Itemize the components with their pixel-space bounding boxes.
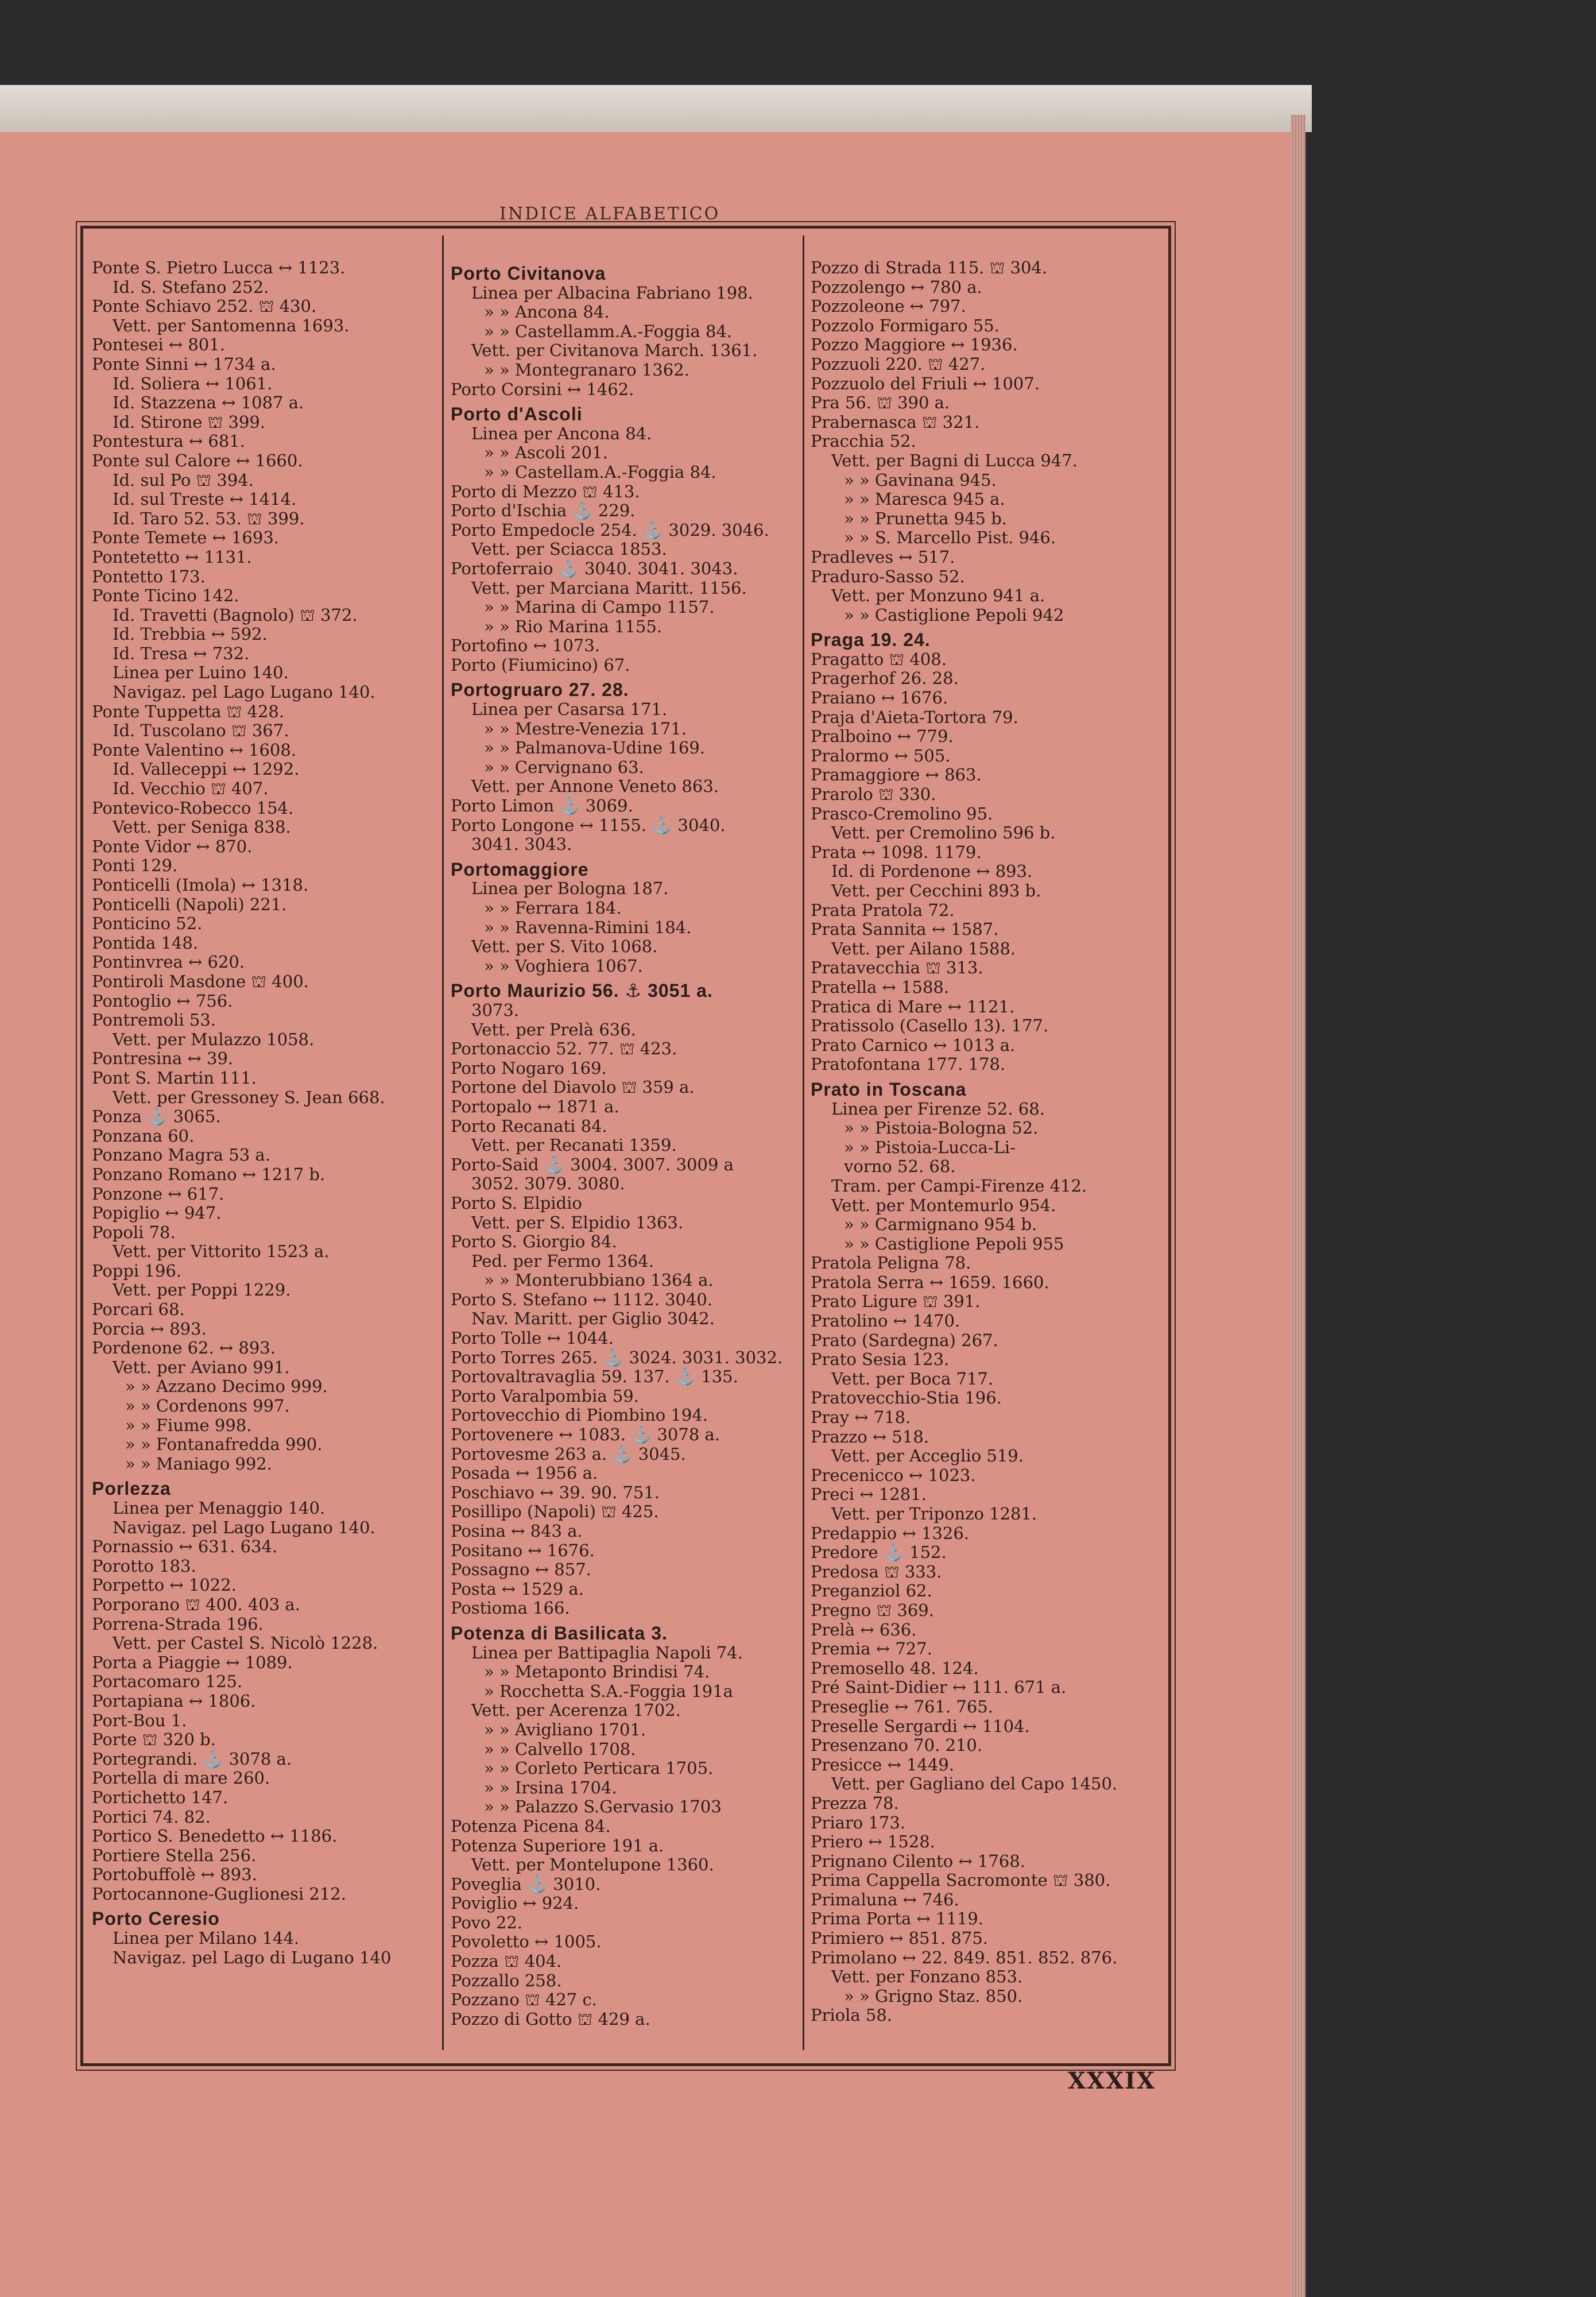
index-entry: Primolano ↔ 22. 849. 851. 852. 876.: [811, 1947, 1118, 1967]
index-entry: Portopalo ↔ 1871 a.: [451, 1096, 619, 1116]
index-entry: Pragatto ⛫ 408.: [811, 649, 947, 669]
index-entry: Pontetetto ↔ 1131.: [92, 547, 252, 567]
index-entry: Id. Soliera ↔ 1061.: [113, 373, 273, 393]
index-entry: Pozzano ⛫ 427 c.: [451, 1990, 597, 2010]
index-entry: Prasco-Cremolino 95.: [811, 803, 993, 823]
index-entry: Prabernasca ⛫ 321.: [811, 412, 980, 432]
index-entry: Vett. per Castel S. Nicolò 1228.: [113, 1633, 378, 1653]
index-entry: Pordenone 62. ↔ 893.: [92, 1338, 276, 1358]
index-entry: Vett. per Recanati 1359.: [471, 1135, 677, 1155]
index-entry: Id. Vecchio ⛫ 407.: [113, 779, 269, 799]
index-entry: Prato Ligure ⛫ 391.: [811, 1291, 981, 1312]
index-entry: Pozzolo Formigaro 55.: [811, 315, 1000, 335]
index-entry: » » Pistoia-Bologna 52.: [844, 1118, 1039, 1138]
index-entry: Pozzuolo del Friuli ↔ 1007.: [811, 373, 1040, 393]
index-entry: Postioma 166.: [451, 1598, 570, 1618]
index-entry: Pontresina ↔ 39.: [92, 1049, 234, 1069]
index-entry: Poveglia ⚓ 3010.: [451, 1874, 601, 1894]
index-entry: Vett. per Boca 717.: [831, 1368, 994, 1389]
index-entry: Ponte Vidor ↔ 870.: [92, 836, 253, 856]
index-entry: Pratissolo (Casello 13). 177.: [811, 1016, 1049, 1036]
index-entry: Preseglie ↔ 761. 765.: [811, 1696, 993, 1716]
index-entry: Pontinvrea ↔ 620.: [92, 952, 245, 972]
index-entry: Porto Longone ↔ 1155. ⚓ 3040.: [451, 815, 726, 835]
index-entry: » Rocchetta S.A.-Foggia 191a: [484, 1681, 733, 1701]
index-entry: Preganziol 62.: [811, 1581, 932, 1601]
index-entry: Id. Taro 52. 53. ⛫ 399.: [113, 508, 305, 528]
index-entry: Ponte sul Calore ↔ 1660.: [92, 450, 303, 470]
index-entry: » » Azzano Decimo 999.: [125, 1376, 328, 1397]
index-entry: Ponte Sinni ↔ 1734 a.: [92, 354, 276, 374]
index-entry: Praduro-Sasso 52.: [811, 566, 965, 586]
index-entry: Prata Pratola 72.: [811, 900, 955, 920]
index-entry: » » Mestre-Venezia 171.: [484, 718, 687, 738]
index-entry: » » Avigliano 1701.: [484, 1719, 646, 1739]
index-heading: Portomaggiore: [451, 859, 589, 880]
index-entry: Prarolo ⛫ 330.: [811, 784, 936, 805]
index-entry: Posta ↔ 1529 a.: [451, 1579, 584, 1599]
index-entry: Porto Corsini ↔ 1462.: [451, 379, 634, 399]
index-entry: Prelà ↔ 636.: [811, 1619, 917, 1639]
index-entry: » » Cervignano 63.: [484, 757, 644, 777]
index-entry: Prata Sannita ↔ 1587.: [811, 919, 999, 939]
index-entry: 3052. 3079. 3080.: [471, 1174, 625, 1194]
index-entry: Vett. per Acerenza 1702.: [471, 1700, 681, 1720]
index-entry: Ponte S. Pietro Lucca ↔ 1123.: [92, 258, 346, 277]
index-entry: Pozzo di Strada 115. ⛫ 304.: [811, 258, 1048, 277]
index-entry: Pozzoleone ↔ 797.: [811, 296, 966, 316]
index-entry: Porto S. Giorgio 84.: [451, 1232, 617, 1252]
index-heading: Porto d'Ascoli: [451, 404, 583, 425]
index-entry: Praiano ↔ 1676.: [811, 688, 948, 708]
index-entry: » » Ancona 84.: [484, 302, 610, 322]
page-fore-edge: [1291, 115, 1306, 2297]
index-entry: » » Montegranaro 1362.: [484, 359, 689, 380]
index-entry: Premosello 48. 124.: [811, 1658, 979, 1678]
index-entry: Ponzano Romano ↔ 1217 b.: [92, 1164, 326, 1184]
index-entry: Potenza Picena 84.: [451, 1816, 611, 1836]
index-entry: Pratolino ↔ 1470.: [811, 1311, 960, 1331]
index-column-2: [451, 258, 795, 2029]
index-entry: Primaluna ↔ 746.: [811, 1889, 959, 1909]
index-entry: Porta a Piaggie ↔ 1089.: [92, 1652, 293, 1672]
index-entry: Pozzo Maggiore ↔ 1936.: [811, 335, 1018, 355]
index-entry: Port-Bou 1.: [92, 1710, 187, 1730]
index-entry: Navigaz. pel Lago di Lugano 140: [113, 1947, 392, 1967]
index-entry: » » Castellam.A.-Foggia 84.: [484, 462, 716, 482]
index-entry: Poviglio ↔ 924.: [451, 1893, 579, 1913]
index-column-3: [811, 258, 1155, 2025]
index-entry: Pozzo di Gotto ⛫ 429 a.: [451, 2009, 650, 2029]
index-entry: Porto Limon ⚓ 3069.: [451, 796, 633, 816]
index-entry: » » Castellamm.A.-Foggia 84.: [484, 321, 733, 341]
index-entry: Id. Travetti (Bagnolo) ⛫ 372.: [113, 605, 358, 625]
index-entry: Prazzo ↔ 518.: [811, 1426, 929, 1447]
index-entry: Porto-Said ⚓ 3004. 3007. 3009 a: [451, 1154, 734, 1174]
index-entry: Id. Tuscolano ⛫ 367.: [113, 721, 289, 741]
index-entry: Id. Valleceppi ↔ 1292.: [113, 759, 300, 779]
index-entry: Portobuffolè ↔ 893.: [92, 1865, 257, 1885]
index-entry: Pozza ⛫ 404.: [451, 1951, 562, 1971]
index-entry: Premia ↔ 727.: [811, 1639, 932, 1659]
index-entry: Posillipo (Napoli) ⛫ 425.: [451, 1502, 659, 1522]
index-entry: » » S. Marcello Pist. 946.: [844, 528, 1056, 548]
index-entry: » » Gavinana 945.: [844, 470, 997, 490]
index-entry: » » Maniago 992.: [125, 1453, 272, 1474]
index-heading: Porto Civitanova: [451, 263, 606, 284]
index-entry: » » Fiume 998.: [125, 1415, 252, 1435]
index-entry: » » Palazzo S.Gervasio 1703: [484, 1797, 722, 1817]
index-entry: Pradleves ↔ 517.: [811, 547, 955, 567]
index-entry: Priero ↔ 1528.: [811, 1832, 935, 1852]
index-entry: Id. sul Treste ↔ 1414.: [113, 489, 297, 509]
index-entry: Vett. per Montemurlo 954.: [831, 1195, 1056, 1215]
index-entry: Porto Tolle ↔ 1044.: [451, 1328, 614, 1348]
index-entry: Precenicco ↔ 1023.: [811, 1465, 976, 1485]
index-entry: Vett. per Cremolino 596 b.: [831, 823, 1056, 843]
index-entry: Praja d'Aieta-Tortora 79.: [811, 707, 1018, 727]
index-entry: Porto Varalpombia 59.: [451, 1386, 639, 1406]
index-entry: Vett. per Sciacca 1853.: [471, 539, 667, 559]
index-entry: Linea per Luino 140.: [113, 663, 289, 683]
index-entry: Posada ↔ 1956 a.: [451, 1463, 598, 1483]
index-entry: Nav. Maritt. per Giglio 3042.: [471, 1309, 715, 1329]
index-entry: Porto Recanati 84.: [451, 1116, 607, 1136]
index-entry: Ponzano Magra 53 a.: [92, 1145, 270, 1165]
index-entry: Povo 22.: [451, 1912, 522, 1932]
index-entry: Prata ↔ 1098. 1179.: [811, 842, 982, 862]
index-entry: Positano ↔ 1676.: [451, 1540, 595, 1560]
index-entry: Vett. per Vittorito 1523 a.: [113, 1242, 330, 1262]
index-entry: Ponte Tuppetta ⛫ 428.: [92, 701, 285, 721]
index-entry: Portici 74. 82.: [92, 1807, 211, 1827]
index-entry: Possagno ↔ 857.: [451, 1560, 591, 1580]
index-entry: » » Metaponto Brindisi 74.: [484, 1662, 710, 1682]
index-entry: Id. di Pordenone ↔ 893.: [831, 861, 1033, 881]
index-entry: Portichetto 147.: [92, 1787, 228, 1807]
index-entry: Potenza Superiore 191 a.: [451, 1835, 664, 1855]
page-top-edge: [0, 85, 1312, 132]
index-entry: » » Monterubbiano 1364 a.: [484, 1270, 714, 1290]
index-entry: » » Irsina 1704.: [484, 1777, 617, 1797]
index-entry: Linea per Ancona 84.: [471, 423, 652, 443]
index-entry: Popiglio ↔ 947.: [92, 1203, 222, 1223]
index-entry: Pratica di Mare ↔ 1121.: [811, 996, 1015, 1016]
index-entry: Presicce ↔ 1449.: [811, 1754, 955, 1774]
index-entry: Ponticino 52.: [92, 914, 203, 934]
index-entry: » » Pistoia-Lucca-Li-: [844, 1137, 1016, 1157]
index-entry: Pratofontana 177. 178.: [811, 1054, 1006, 1074]
index-entry: Porto S. Elpidio: [451, 1193, 582, 1213]
index-entry: Ponzone ↔ 617.: [92, 1184, 224, 1204]
index-entry: » » Fontanafredda 990.: [125, 1434, 323, 1455]
index-entry: Pragerhof 26. 28.: [811, 668, 959, 689]
index-entry: Portovecchio di Piombino 194.: [451, 1405, 708, 1425]
index-entry: Ponte Valentino ↔ 1608.: [92, 740, 297, 760]
index-entry: Priola 58.: [811, 2005, 893, 2025]
index-entry: » » Ascoli 201.: [484, 443, 608, 463]
index-entry: Porto Nogaro 169.: [451, 1058, 607, 1078]
index-entry: Vett. per Gagliano del Capo 1450.: [831, 1774, 1118, 1794]
index-entry: Vett. per Marciana Maritt. 1156.: [471, 578, 747, 598]
index-entry: Portovaltravaglia 59. 137. ⚓ 135.: [451, 1367, 738, 1387]
index-entry: Id. sul Po ⛫ 394.: [113, 470, 254, 490]
index-entry: Porto di Mezzo ⛫ 413.: [451, 481, 640, 501]
index-entry: Pratola Serra ↔ 1659. 1660.: [811, 1272, 1049, 1292]
index-entry: Pracchia 52.: [811, 431, 916, 451]
index-heading: Porto Maurizio 56. ⚓ 3051 a.: [451, 980, 713, 1001]
index-entry: » » Corleto Perticara 1705.: [484, 1758, 714, 1778]
column-rule: [442, 235, 444, 2050]
index-entry: » » Ravenna-Rimini 184.: [484, 917, 692, 937]
index-entry: Predosa ⛫ 333.: [811, 1561, 942, 1581]
index-entry: Ped. per Fermo 1364.: [471, 1251, 654, 1271]
index-entry: Pratavecchia ⛫ 313.: [811, 958, 983, 978]
index-entry: Pontesei ↔ 801.: [92, 335, 225, 355]
index-entry: Ponte Schiavo 252. ⛫ 430.: [92, 296, 317, 316]
index-entry: Portegrandi. ⚓ 3078 a.: [92, 1749, 292, 1769]
index-column-1: [92, 258, 436, 1967]
index-entry: Ponticelli (Napoli) 221.: [92, 894, 287, 914]
index-entry: Porrena-Strada 196.: [92, 1614, 264, 1634]
index-entry: » » Castiglione Pepoli 955: [844, 1233, 1064, 1254]
index-entry: Porto S. Stefano ↔ 1112. 3040.: [451, 1289, 713, 1309]
index-entry: Pramaggiore ↔ 863.: [811, 765, 982, 785]
index-entry: Prato Sesia 123.: [811, 1349, 950, 1370]
index-entry: 3041. 3043.: [471, 834, 572, 854]
index-entry: Vett. per Cecchini 893 b.: [831, 881, 1041, 900]
index-entry: Porte ⛫ 320 b.: [92, 1730, 216, 1750]
index-entry: Vett. per Acceglio 519.: [831, 1446, 1024, 1466]
index-entry: Pratovecchio-Stia 196.: [811, 1388, 1002, 1408]
page-number: XXXIX: [1068, 2067, 1156, 2094]
index-entry: Pralormo ↔ 505.: [811, 745, 951, 765]
index-entry: Portoferraio ⚓ 3040. 3041. 3043.: [451, 558, 738, 578]
index-entry: Pregno ⛫ 369.: [811, 1600, 934, 1620]
index-entry: Navigaz. pel Lago Lugano 140.: [113, 682, 375, 702]
index-heading: Porto Ceresio: [92, 1908, 220, 1929]
index-entry: » » Maresca 945 a.: [844, 489, 1005, 509]
index-entry: Ponte Temete ↔ 1693.: [92, 528, 279, 548]
index-entry: Porto Empedocle 254. ⚓ 3029. 3046.: [451, 520, 769, 540]
index-entry: Pontevico-Robecco 154.: [92, 798, 294, 818]
index-entry: Pra 56. ⛫ 390 a.: [811, 393, 950, 413]
index-entry: Portacomaro 125.: [92, 1672, 243, 1692]
index-entry: Portiere Stella 256.: [92, 1845, 257, 1865]
index-entry: Porcia ↔ 893.: [92, 1318, 207, 1339]
index-entry: Linea per Casarsa 171.: [471, 699, 668, 720]
index-entry: Pontestura ↔ 681.: [92, 431, 245, 451]
index-entry: Pontoglio ↔ 756.: [92, 991, 233, 1011]
index-entry: Linea per Menaggio 140.: [113, 1498, 326, 1518]
index-entry: Vett. per Montelupone 1360.: [471, 1855, 714, 1875]
index-entry: Porcari 68.: [92, 1300, 185, 1320]
running-head: INDICE ALFABETICO: [499, 204, 720, 224]
index-entry: Vett. per Ailano 1588.: [831, 938, 1016, 958]
index-entry: Portone del Diavolo ⛫ 359 a.: [451, 1077, 695, 1097]
index-entry: Id. Stazzena ↔ 1087 a.: [113, 393, 304, 413]
index-entry: Id. Stirone ⛫ 399.: [113, 412, 266, 432]
index-entry: » » Marina di Campo 1157.: [484, 597, 715, 617]
column-rule: [803, 235, 804, 2050]
index-entry: Vett. per S. Vito 1068.: [471, 937, 658, 957]
index-entry: Prato (Sardegna) 267.: [811, 1330, 998, 1350]
index-entry: Pontiroli Masdone ⛫ 400.: [92, 971, 309, 991]
index-entry: Predappio ↔ 1326.: [811, 1523, 970, 1543]
index-entry: Pralboino ↔ 779.: [811, 726, 954, 747]
index-entry: Ponte Ticino 142.: [92, 586, 239, 606]
index-heading: Prato in Toscana: [811, 1078, 967, 1100]
index-entry: Prima Cappella Sacromonte ⛫ 380.: [811, 1870, 1111, 1890]
index-entry: » » Prunetta 945 b.: [844, 508, 1007, 528]
index-entry: Porto (Fiumicino) 67.: [451, 655, 630, 675]
index-entry: Portocannone-Guglionesi 212.: [92, 1884, 346, 1904]
index-entry: » » Ferrara 184.: [484, 898, 622, 918]
index-entry: Ponti 129.: [92, 856, 178, 876]
index-entry: Posina ↔ 843 a.: [451, 1521, 583, 1541]
index-entry: Porto d'Ischia ⚓ 229.: [451, 501, 636, 521]
index-entry: Preselle Sergardi ↔ 1104.: [811, 1716, 1030, 1736]
index-entry: Id. Tresa ↔ 732.: [113, 643, 250, 663]
index-entry: Porotto 183.: [92, 1556, 196, 1576]
index-entry: Prignano Cilento ↔ 1768.: [811, 1851, 1025, 1871]
index-entry: » » Rio Marina 1155.: [484, 616, 663, 636]
index-entry: Portapiana ↔ 1806.: [92, 1691, 256, 1711]
index-entry: Id. S. Stefano 252.: [113, 277, 269, 297]
index-heading: Portogruaro 27. 28.: [451, 679, 629, 701]
index-entry: Vett. per Gressoney S. Jean 668.: [113, 1087, 385, 1107]
index-entry: Vett. per Fonzano 853.: [831, 1967, 1023, 1987]
index-entry: Poschiavo ↔ 39. 90. 751.: [451, 1482, 660, 1502]
index-entry: » » Cordenons 997.: [125, 1396, 290, 1416]
index-entry: Primiero ↔ 851. 875.: [811, 1928, 989, 1948]
index-entry: Pratella ↔ 1588.: [811, 977, 950, 997]
index-entry: Pozzolengo ↔ 780 a.: [811, 277, 982, 297]
index-entry: Priaro 173.: [811, 1812, 906, 1832]
index-entry: Preci ↔ 1281.: [811, 1484, 927, 1505]
index-entry: Prato Carnico ↔ 1013 a.: [811, 1035, 1016, 1055]
index-entry: Presenzano 70. 210.: [811, 1735, 983, 1755]
index-entry: Portovenere ↔ 1083. ⚓ 3078 a.: [451, 1425, 720, 1445]
index-entry: Portovesme 263 a. ⚓ 3045.: [451, 1444, 686, 1464]
index-entry: Portofino ↔ 1073.: [451, 636, 601, 656]
index-entry: Vett. per Triponzo 1281.: [831, 1504, 1037, 1523]
index-entry: Vett. per Monzuno 941 a.: [831, 586, 1045, 606]
index-entry: Pozzallo 258.: [451, 1970, 562, 1990]
index-entry: » » Castiglione Pepoli 942: [844, 605, 1064, 625]
index-entry: Vett. per S. Elpidio 1363.: [471, 1212, 684, 1232]
index-entry: Predore ⚓ 152.: [811, 1542, 947, 1563]
index-entry: Pontremoli 53.: [92, 1010, 216, 1030]
index-entry: Porto Torres 265. ⚓ 3024. 3031. 3032.: [451, 1347, 783, 1367]
index-entry: Portella di mare 260.: [92, 1768, 270, 1788]
index-entry: Poppi 196.: [92, 1260, 181, 1281]
index-entry: Vett. per Bagni di Lucca 947.: [831, 450, 1078, 470]
index-entry: vorno 52. 68.: [844, 1157, 956, 1177]
index-entry: Vett. per Annone Veneto 863.: [471, 776, 719, 796]
index-entry: Porpetto ↔ 1022.: [92, 1575, 237, 1595]
index-heading: Praga 19. 24.: [811, 629, 931, 651]
index-entry: Linea per Firenze 52. 68.: [831, 1099, 1045, 1119]
index-entry: Pré Saint-Didier ↔ 111. 671 a.: [811, 1677, 1067, 1697]
index-entry: Portico S. Benedetto ↔ 1186.: [92, 1826, 338, 1846]
index-entry: Pratola Peligna 78.: [811, 1253, 971, 1273]
index-entry: Vett. per Seniga 838.: [113, 817, 291, 837]
index-entry: Ponticelli (Imola) ↔ 1318.: [92, 875, 309, 895]
index-entry: Linea per Bologna 187.: [471, 879, 669, 899]
index-entry: Vett. per Civitanova March. 1361.: [471, 341, 758, 361]
index-entry: Linea per Albacina Fabriano 198.: [471, 283, 753, 303]
index-entry: Pozzuoli 220. ⛫ 427.: [811, 354, 986, 374]
index-entry: 3073.: [471, 1000, 520, 1020]
index-entry: Vett. per Aviano 991.: [113, 1357, 290, 1377]
index-entry: Popoli 78.: [92, 1222, 176, 1242]
index-heading: Potenza di Basilicata 3.: [451, 1622, 668, 1644]
index-entry: » » Grigno Staz. 850.: [844, 1986, 1023, 2006]
index-entry: Porporano ⛫ 400. 403 a.: [92, 1594, 300, 1614]
index-entry: Vett. per Prelà 636.: [471, 1019, 636, 1039]
index-entry: Vett. per Poppi 1229.: [113, 1280, 291, 1300]
index-entry: Ponzana 60.: [92, 1126, 195, 1146]
index-entry: Id. Trebbia ↔ 592.: [113, 624, 268, 644]
index-entry: Povoletto ↔ 1005.: [451, 1932, 602, 1952]
index-entry: Pray ↔ 718.: [811, 1407, 911, 1428]
index-entry: Prezza 78.: [811, 1793, 899, 1813]
index-entry: Ponza ⚓ 3065.: [92, 1107, 221, 1127]
index-entry: Navigaz. pel Lago Lugano 140.: [113, 1517, 375, 1537]
index-entry: Vett. per Mulazzo 1058.: [113, 1029, 315, 1049]
index-entry: » » Palmanova-Udine 169.: [484, 738, 706, 758]
index-entry: Linea per Battipaglia Napoli 74.: [471, 1642, 743, 1662]
index-entry: Portonaccio 52. 77. ⛫ 423.: [451, 1039, 677, 1059]
index-heading: Porlezza: [92, 1478, 171, 1499]
index-entry: » » Carmignano 954 b.: [844, 1215, 1037, 1235]
index-entry: » » Voghiera 1067.: [484, 956, 643, 976]
index-entry: Tram. per Campi-Firenze 412.: [831, 1175, 1087, 1196]
index-entry: » » Calvello 1708.: [484, 1739, 636, 1759]
index-entry: Vett. per Santomenna 1693.: [113, 315, 350, 335]
index-entry: Prima Porta ↔ 1119.: [811, 1909, 984, 1929]
index-entry: Pont S. Martin 111.: [92, 1068, 257, 1088]
index-entry: Pornassio ↔ 631. 634.: [92, 1537, 278, 1557]
index-entry: Pontetto 173.: [92, 566, 206, 586]
index-entry: Linea per Milano 144.: [113, 1928, 300, 1948]
index-entry: Pontida 148.: [92, 933, 199, 953]
